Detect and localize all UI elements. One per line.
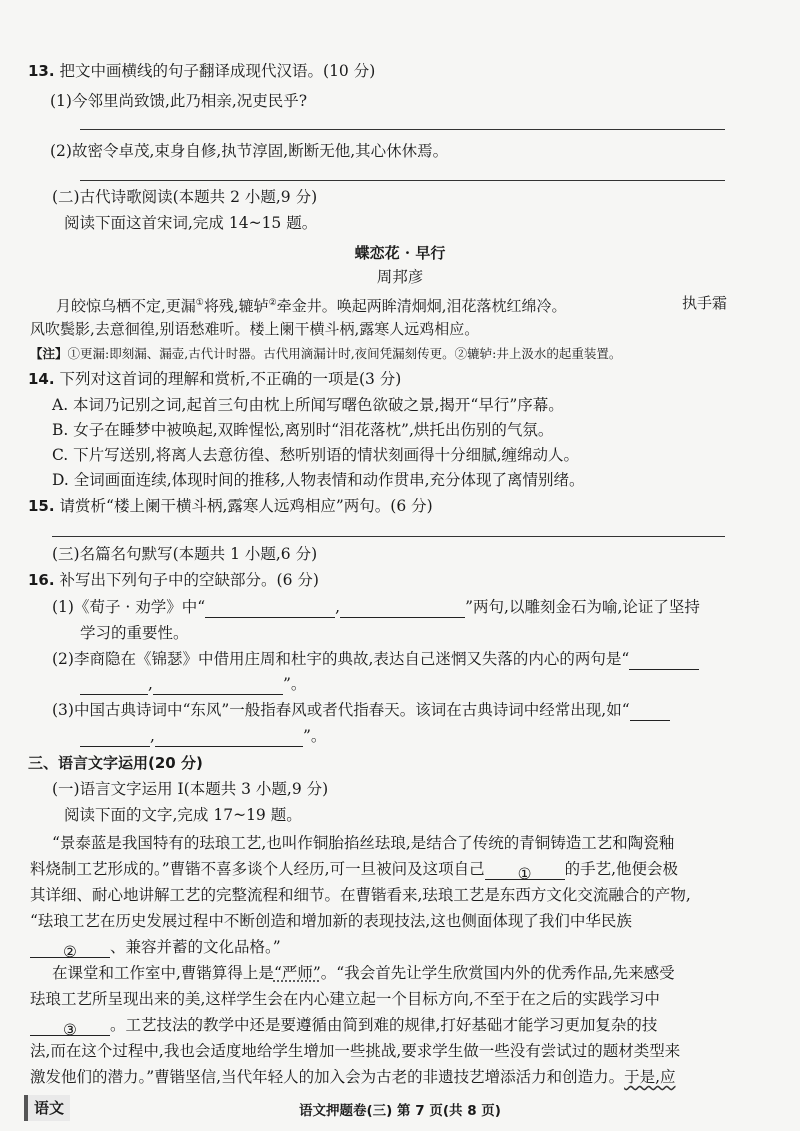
poem-line-2: 风吹鬓影,去意徊徨,别语愁难听。楼上阑干横斗柄,露寒人远鸡相应。 (30, 320, 480, 338)
item-text: , (148, 675, 153, 693)
item-text: (2)李商隐在《锦瑟》中借用庄周和杜宇的典故,表达自己迷惘又失落的内心的两句是“ (52, 650, 630, 668)
question-14 (28, 368, 401, 390)
passage-text: 、兼容并蓄的文化品格。” (110, 938, 281, 956)
answer-line[interactable] (52, 536, 725, 537)
section-heading: (三)名篇名句默写(本题共 1 小题,6 分) (52, 545, 318, 563)
option-c: C. 下片写送别,将离人去意彷徨、愁听别语的情状刻画得十分细腻,缠绵动人。 (52, 446, 580, 464)
marked-phrase: 于是,应 (624, 1068, 676, 1086)
poem-text: 将残,辘轳 (203, 297, 269, 315)
passage-line: 其详细、耐心地讲解工艺的完整流程和细节。在曹锴看来,珐琅工艺是东西方文化交流融合的产物, (30, 886, 691, 904)
option-b: B. 女子在睡梦中被唤起,双眸惺忪,离别时“泪花落枕”,烘托出伤别的气氛。 (52, 421, 554, 439)
q16-item-2-cont (80, 673, 306, 695)
passage-text: 在课堂和工作室中,曹锴算得上是 (52, 964, 274, 982)
poem-line-1-tail: 执手霜 (682, 294, 728, 312)
part-heading: 三、语言文字运用(20 分) (28, 754, 203, 772)
item-text: , (150, 727, 155, 745)
passage-line: 法,而在这个过程中,我也会适度地给学生增加一些挑战,要求学生做一些没有尝试过的题材类型来 (30, 1042, 681, 1060)
passage-text: 料烧制工艺形成的。”曹锴不喜多谈个人经历,可一旦被问及这项自己 (30, 860, 485, 878)
question-number: 15. (28, 497, 55, 515)
q13-sentence-2: (2)故密令卓茂,束身自修,执节淳固,断断无他,其心休休焉。 (50, 142, 449, 160)
passage-text: 。“我会首先让学生欣赏国内外的优秀作品,先来感受 (320, 964, 675, 982)
option-a: A. 本词乃记别之词,起首三句由枕上所闻写曙色欲破之景,揭开“早行”序幕。 (52, 396, 564, 414)
question-13 (28, 60, 375, 82)
poem-title: 蝶恋花 · 早行 (354, 244, 446, 262)
fill-blank[interactable] (340, 601, 465, 618)
passage-line (30, 1014, 658, 1039)
passage-line (30, 936, 281, 961)
poem-text: 月皎惊乌栖不定,更漏 (56, 297, 196, 315)
section-intro: 阅读下面这首宋词,完成 14~15 题。 (64, 214, 318, 232)
subsection-intro: 阅读下面的文字,完成 17~19 题。 (64, 806, 302, 824)
item-text: ”。 (302, 727, 327, 745)
passage-line (52, 962, 675, 984)
subsection-heading: (一)语言文字运用 Ⅰ(本题共 3 小题,9 分) (52, 780, 329, 798)
passage-line: 珐琅工艺所呈现出来的美,这样学生会在内心建立起一个目标方向,不至于在之后的实践学习中 (30, 990, 660, 1008)
poem-text: 牵金井。唤起两眸清炯炯,泪花落枕红绵冷。 (276, 297, 567, 315)
note-label: 【注】 (30, 346, 68, 361)
q13-sentence-1: (1)今邻里尚致馈,此乃相亲,况吏民乎? (50, 92, 308, 110)
passage-blank[interactable]: ② (30, 941, 110, 958)
q16-item-1 (52, 596, 700, 618)
item-text: ”两句,以雕刻金石为喻,论证了坚持 (465, 598, 700, 616)
question-number: 14. (28, 370, 55, 388)
question-text: 把文中画横线的句子翻译成现代汉语。(10 分) (59, 62, 376, 80)
fill-blank[interactable] (80, 678, 148, 695)
question-text: 下列对这首词的理解和赏析,不正确的一项是(3 分) (59, 370, 402, 388)
question-text: 补写出下列句子中的空缺部分。(6 分) (59, 571, 319, 589)
passage-text: 的手艺,他便会极 (564, 860, 679, 878)
q16-item-3 (52, 699, 670, 721)
footnote-mark: ① (195, 298, 204, 308)
item-text: (3)中国古典诗词中“东风”一般指春风或者代指春天。该词在古典诗词中经常出现,如“ (52, 701, 630, 719)
passage-blank[interactable]: ③ (30, 1019, 110, 1036)
page-footer: 语文押题卷(三) 第 7 页(共 8 页) (299, 1103, 501, 1119)
q16-item-2 (52, 648, 699, 670)
marked-phrase: “严师” (273, 964, 321, 982)
subject-tag: 语文 (24, 1095, 70, 1121)
footnote-mark: ② (268, 298, 277, 308)
q16-item-3-cont (80, 725, 326, 747)
section-heading: (二)古代诗歌阅读(本题共 2 小题,9 分) (52, 188, 318, 206)
passage-line (30, 858, 679, 883)
fill-blank[interactable] (155, 730, 303, 747)
passage-text: 激发他们的潜力。”曹锴坚信,当代年轻人的加入会为古老的非遗技艺增添活力和创造力。 (30, 1068, 625, 1086)
option-d: D. 全词画面连续,体现时间的推移,人物表情和动作贯串,充分体现了离情别绪。 (52, 471, 585, 489)
fill-blank[interactable] (205, 601, 335, 618)
fill-blank[interactable] (153, 678, 283, 695)
fill-blank[interactable] (80, 730, 150, 747)
fill-blank[interactable] (629, 653, 699, 670)
item-text: (1)《荀子 · 劝学》中“ (52, 598, 206, 616)
passage-line (30, 1066, 676, 1088)
question-number: 13. (28, 62, 55, 80)
poem-line-1 (56, 292, 567, 317)
item-text: ”。 (282, 675, 307, 693)
answer-line[interactable] (80, 180, 725, 181)
note-text: ①更漏:即刻漏、漏壶,古代计时器。古代用滴漏计时,夜间凭漏刻传更。②辘轳:井上汲水的起重装置。 (67, 346, 622, 361)
answer-line[interactable] (80, 129, 725, 130)
question-16 (28, 569, 319, 591)
question-text: 请赏析“楼上阑干横斗柄,露寒人远鸡相应”两句。(6 分) (59, 497, 433, 515)
passage-line: “景泰蓝是我国特有的珐琅工艺,也叫作铜胎掐丝珐琅,是结合了传统的青铜铸造工艺和陶瓷釉 (52, 834, 675, 852)
poem-author: 周邦彦 (376, 268, 424, 286)
passage-text: 。工艺技法的教学中还是要遵循由简到难的规律,打好基础才能学习更加复杂的技 (110, 1016, 658, 1034)
passage-line: “珐琅工艺在历史发展过程中不断创造和增加新的表现技法,这也侧面体现了我们中华民族 (30, 912, 632, 930)
fill-blank[interactable] (630, 704, 670, 721)
passage-blank[interactable]: ① (485, 863, 565, 880)
poem-note (30, 343, 621, 365)
question-15 (28, 495, 433, 517)
item-text: , (335, 598, 341, 616)
question-number: 16. (28, 571, 55, 589)
q16-item-1-cont: 学习的重要性。 (80, 624, 189, 642)
